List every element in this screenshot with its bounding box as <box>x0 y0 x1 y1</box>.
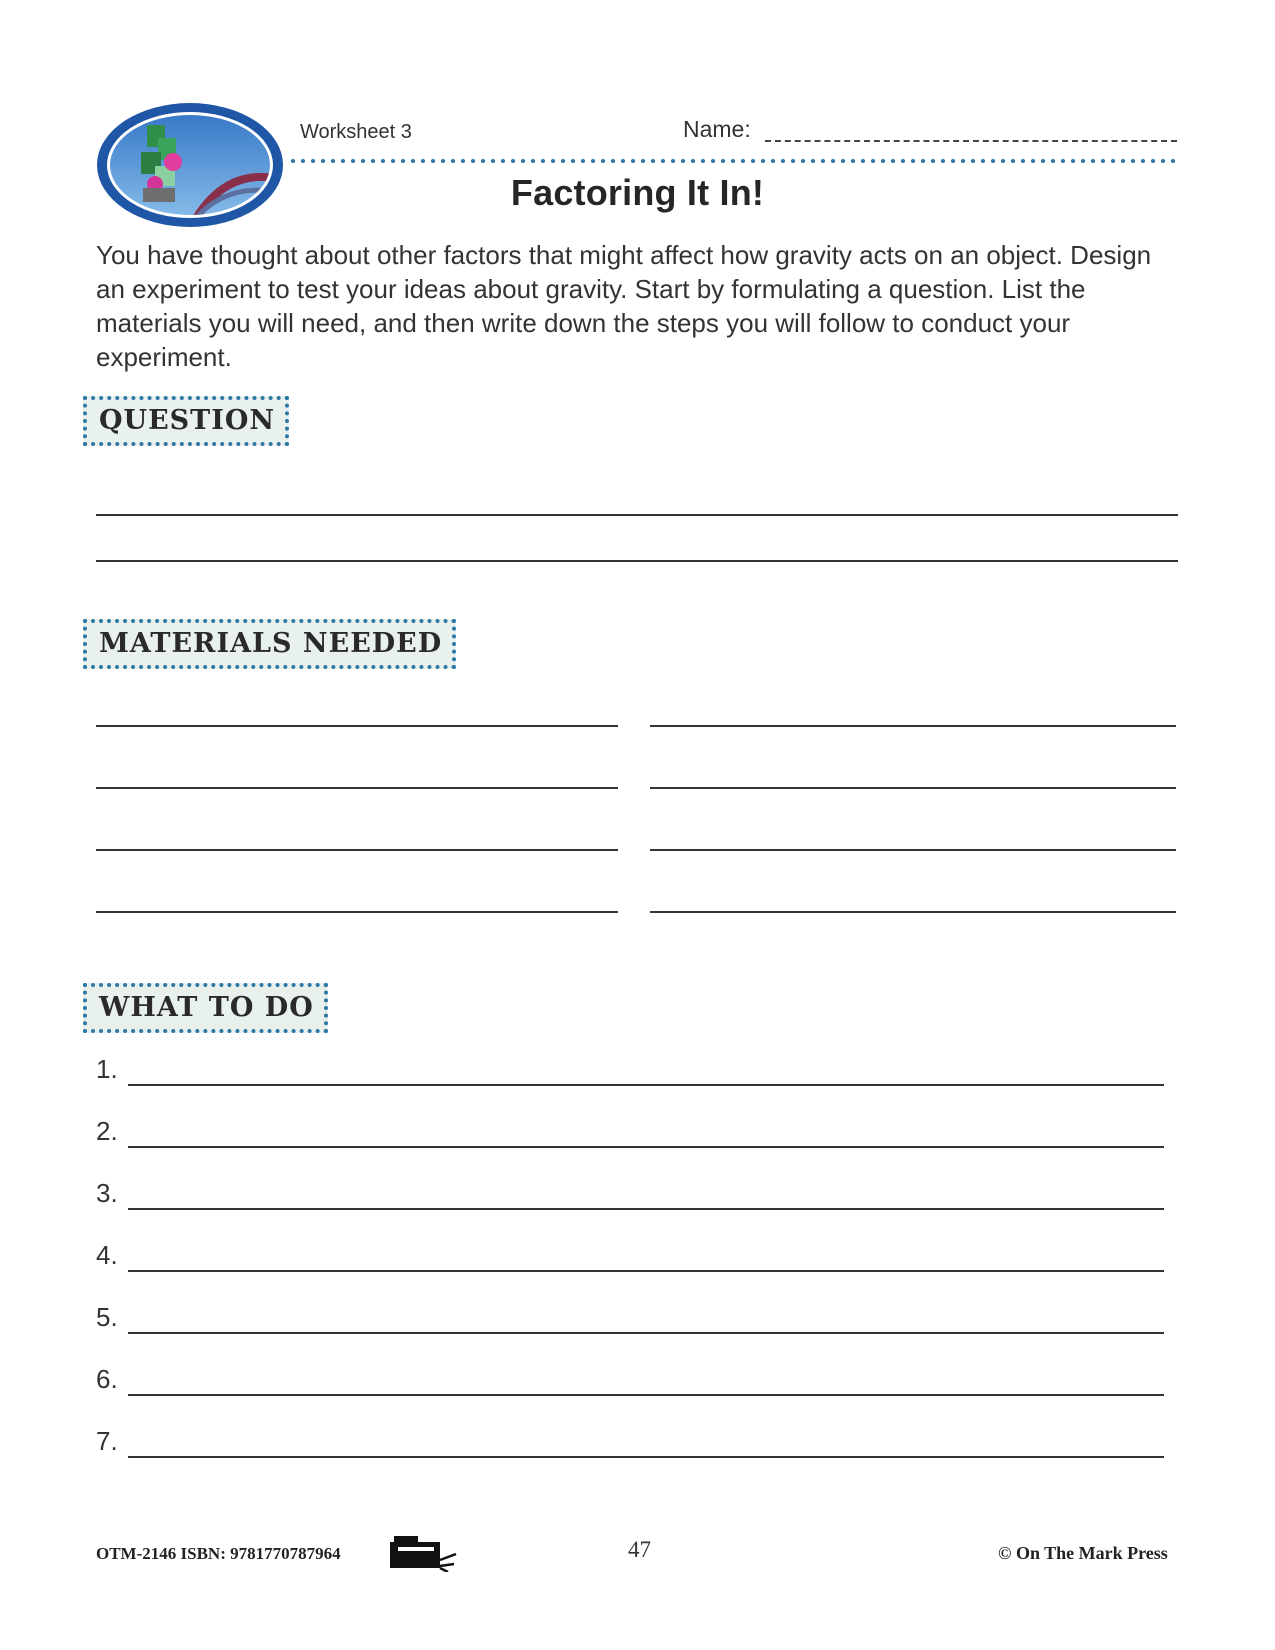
step-line-5[interactable] <box>128 1332 1164 1334</box>
materials-line-left-1[interactable] <box>96 725 618 727</box>
materials-line-left-2[interactable] <box>96 787 618 789</box>
question-answer-line-1[interactable] <box>96 514 1178 516</box>
worksheet-label: Worksheet 3 <box>300 121 412 143</box>
footer-product-code: OTM-2146 ISBN: 9781770787964 <box>96 1544 341 1563</box>
materials-line-right-2[interactable] <box>650 787 1176 789</box>
step-line-7[interactable] <box>128 1456 1164 1458</box>
materials-line-right-1[interactable] <box>650 725 1176 727</box>
page-number: 47 <box>628 1537 651 1562</box>
step-number-6: 6. <box>96 1364 118 1394</box>
step-line-1[interactable] <box>128 1084 1164 1086</box>
step-number-4: 4. <box>96 1240 118 1270</box>
materials-line-right-3[interactable] <box>650 849 1176 851</box>
section-header-what-to-do: WHAT TO DO <box>83 983 328 1033</box>
header-dotted-divider <box>288 158 1180 164</box>
name-input-line[interactable] <box>765 140 1177 142</box>
step-line-3[interactable] <box>128 1208 1164 1210</box>
question-answer-line-2[interactable] <box>96 560 1178 562</box>
step-number-3: 3. <box>96 1178 118 1208</box>
step-line-4[interactable] <box>128 1270 1164 1272</box>
page-title-text: Factoring It In! <box>510 172 765 213</box>
step-line-6[interactable] <box>128 1394 1164 1396</box>
name-label: Name: <box>683 116 751 142</box>
step-number-1: 1. <box>96 1054 118 1084</box>
page-title <box>0 172 1275 214</box>
step-number-7: 7. <box>96 1426 118 1456</box>
materials-line-right-4[interactable] <box>650 911 1176 913</box>
step-number-2: 2. <box>96 1116 118 1146</box>
footer-copyright: © On The Mark Press <box>998 1543 1168 1563</box>
materials-line-left-4[interactable] <box>96 911 618 913</box>
materials-line-left-3[interactable] <box>96 849 618 851</box>
step-number-5: 5. <box>96 1302 118 1332</box>
step-line-2[interactable] <box>128 1146 1164 1148</box>
intro-paragraph: You have thought about other factors that might affect how gravity acts on an object. Design an experiment to test your ideas about gravity. Start by formulating a question. List the materials you will need, and then write down the steps you will follow to conduct your experiment. <box>96 240 1152 372</box>
section-header-materials: MATERIALS NEEDED <box>83 619 456 669</box>
section-header-question: QUESTION <box>83 396 289 446</box>
printer-icon <box>388 1532 460 1572</box>
